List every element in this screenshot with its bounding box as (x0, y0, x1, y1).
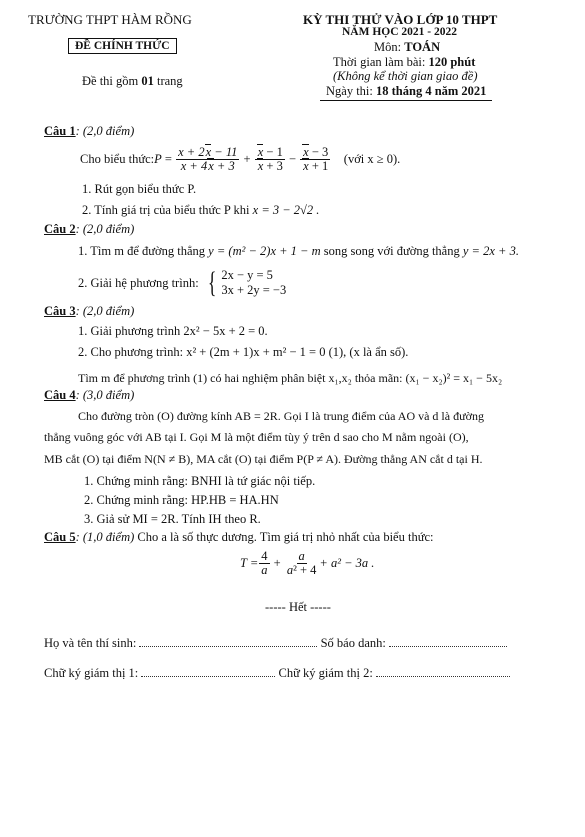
candidate-line (44, 636, 507, 651)
time-note: (Không kể thời gian giao đề) (333, 69, 478, 83)
q3-label: Câu 3 (44, 304, 76, 318)
supervisor2-label: Chữ ký giám thị 2: (275, 666, 376, 680)
subject-value: TOÁN (404, 40, 441, 54)
header-divider (320, 100, 492, 101)
q3-item2-prefix: 2. Cho phương trình: (78, 345, 187, 359)
q3-item1-prefix: 1. Giải phương trình (78, 324, 184, 338)
equation-system (221, 268, 286, 298)
q3-item3-prefix: Tìm m để phương trình (1) có hai nghiệm phân biệt x₁,x₂ thỏa mãn: (78, 371, 406, 385)
q3-heading (44, 304, 134, 319)
q4-label: Câu 4 (44, 388, 76, 402)
candidate-name-field[interactable] (139, 646, 317, 647)
q4-line1: Cho đường tròn (O) đường kính AB = 2R. Gọi I là trung điểm của AO và d là đường (78, 409, 484, 423)
q4-line3: MB cắt (O) tại điểm N(N ≠ B), MA cắt (O) tại điểm P(P ≠ A). Đường thẳng AN cắt d tại H. (44, 452, 483, 466)
q3-item2-suffix: (1), (x là ẩn số). (325, 345, 409, 359)
q3-item1 (78, 324, 268, 339)
supervisor1-label: Chữ ký giám thị 1: (44, 666, 142, 680)
q3-item3 (78, 371, 502, 386)
system-brace: { (207, 266, 217, 299)
q2-line1: y = (m² − 2)x + 1 − m (208, 244, 321, 258)
q2-heading (44, 222, 134, 237)
q5-points: : (1,0 điểm) (75, 530, 135, 544)
q5-tail: + a² − 3a . (319, 555, 375, 570)
date-line (326, 84, 486, 99)
fraction-3: $\frac{x - 3}{x + 1}$ (300, 146, 330, 173)
q1-condition: (với x ≥ 0). (343, 151, 401, 166)
q5-lhs: T = (240, 555, 259, 570)
q3-item3-eq: (x₁ − x₂)² = x₁ − 5x₂ (405, 371, 503, 385)
date-value: 18 tháng 4 năm 2021 (376, 84, 487, 98)
school-year: NĂM HỌC 2021 - 2022 (342, 26, 457, 38)
q4-item2: 2. Chứng minh rằng: HP.HB = HA.HN (84, 493, 279, 507)
q1-expression: Cho biểu thức: P = $\frac{x + 2x - 11}{x + 4x + 3}$ + $\frac{x - 1}{x + 3}$ − $\frac{x - 3}{x + 1}$ (với x ≥ 0). (80, 144, 401, 173)
candidate-id-field[interactable] (389, 646, 507, 647)
q5-expression: T = $\frac{4}{a}$ + $\frac{a}{\text{a² + 4}}$ + a² − 3a . (240, 548, 375, 577)
school-name: TRƯỜNG THPT HÀM RỒNG (28, 12, 192, 27)
supervisor2-field[interactable] (376, 676, 510, 677)
fraction-1: $\frac{x + 2x - 11}{x + 4x + 3}$ (178, 144, 238, 173)
q2-label: Câu 2 (44, 222, 76, 236)
exam-title: KỲ THI THỬ VÀO LỚP 10 THPT (303, 12, 498, 27)
fraction-2: $\frac{x - 1}{x + 3}$ (255, 146, 285, 173)
q5-heading (44, 530, 434, 545)
time-line (333, 55, 475, 70)
q2-item1-prefix: 1. Tìm m để đường thẳng (78, 244, 209, 258)
q2-item2 (78, 266, 286, 300)
q1-intro: Cho biểu thức: (80, 151, 155, 166)
q3-item2 (78, 345, 408, 360)
pages-prefix: Đề thi gồm (82, 74, 142, 88)
equation-1: 2x − y = 5 (221, 268, 273, 282)
q1-item2-prefix: 2. Tính giá trị của biểu thức P khi (82, 203, 253, 217)
time-prefix: Thời gian làm bài: (333, 55, 429, 69)
pages-note (82, 74, 183, 89)
subject-prefix: Môn: (374, 40, 405, 54)
q4-heading (44, 388, 134, 403)
candidate-id-label: Số báo danh: (317, 636, 390, 650)
q1-points: : (2,0 điểm) (75, 124, 135, 138)
q5-text: Cho a là số thực dương. Tìm giá trị nhỏ nhất của biểu thức: (134, 530, 434, 544)
q1-item2-expr: x = 3 − 2√2 . (252, 203, 320, 217)
q2-line2: y = 2x + 3. (462, 244, 519, 258)
supervisor1-field[interactable] (141, 676, 275, 677)
candidate-name-label: Họ và tên thí sinh: (44, 636, 140, 650)
q3-points: : (2,0 điểm) (75, 304, 135, 318)
official-label: ĐỀ CHÍNH THỨC (68, 38, 177, 54)
q2-item1-middle: song song với đường thẳng (320, 244, 463, 258)
q1-heading (44, 124, 134, 139)
q4-line2: thẳng vuông góc với AB tại I. Gọi M là một điểm tùy ý trên d sao cho M nằm ngoài (O), (44, 430, 469, 444)
q2-item2-prefix: 2. Giải hệ phương trình: (78, 275, 199, 290)
q2-item1 (78, 244, 519, 259)
q1-label: Câu 1 (44, 124, 76, 138)
q5-label: Câu 5 (44, 530, 76, 544)
date-prefix: Ngày thi: (326, 84, 376, 98)
q3-item1-eq: 2x² − 5x + 2 = 0. (183, 324, 268, 338)
q5-fraction-2: $\frac{a}{\text{a² + 4}}$ (286, 548, 317, 577)
q1-item2 (82, 203, 319, 218)
equation-2: 3x + 2y = −3 (221, 283, 287, 297)
end-marker: ----- Hết ----- (265, 600, 331, 614)
q3-item2-eq: x² + (2m + 1)x + m² − 1 = 0 (186, 345, 326, 359)
subject-line (374, 40, 440, 55)
time-value: 120 phút (428, 55, 476, 69)
q4-item1: 1. Chứng minh rằng: BNHI là tứ giác nội tiếp. (84, 474, 316, 488)
q5-fraction-1: $\frac{4}{a}$ (261, 548, 268, 577)
q2-points: : (2,0 điểm) (75, 222, 135, 236)
q1-item1: 1. Rút gọn biểu thức P. (82, 182, 197, 196)
q4-item3: 3. Giả sử MI = 2R. Tính IH theo R. (84, 512, 261, 526)
pages-suffix: trang (153, 74, 183, 88)
pages-count: 01 (141, 74, 154, 88)
q4-points: : (3,0 điểm) (75, 388, 135, 402)
signature-line (44, 666, 510, 681)
